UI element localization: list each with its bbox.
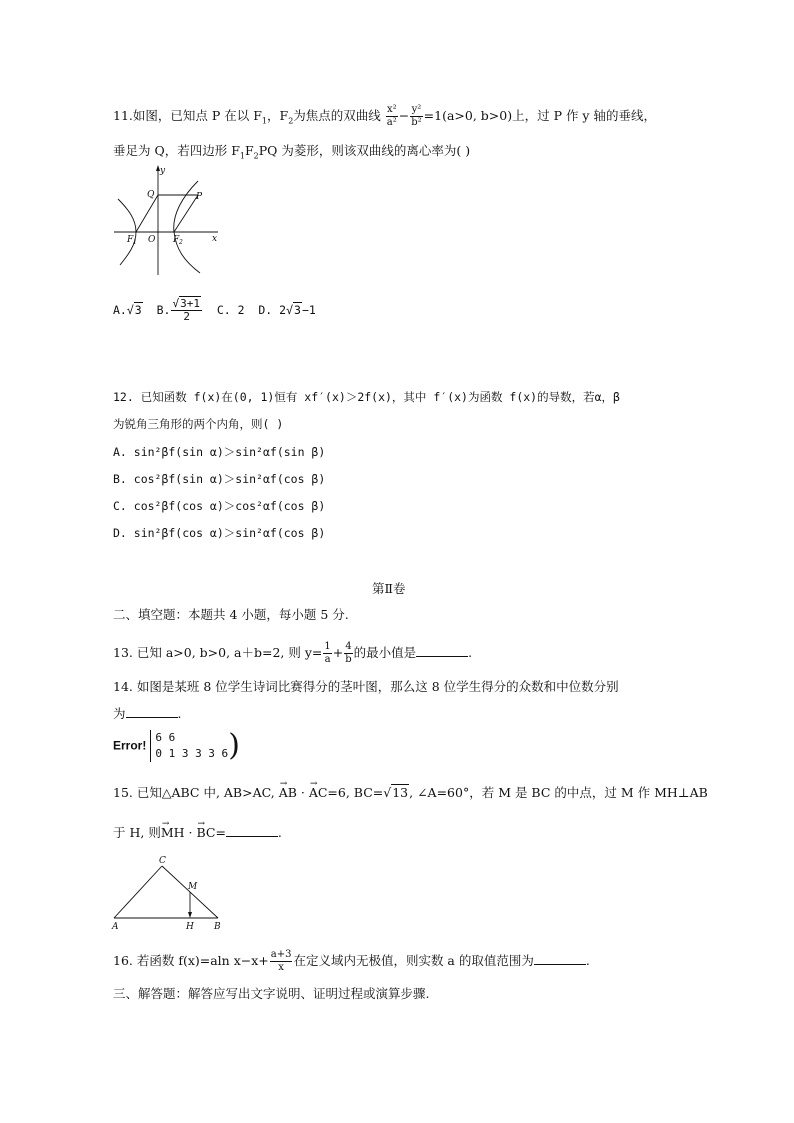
- answer-section-heading: 三、解答题：解答应写出文字说明、证明过程或演算步骤.: [113, 986, 430, 1001]
- q11-frac-x: $\frac{\text{x²}}{\text{a²}}$: [386, 104, 397, 128]
- q15-line2: 于 H, 则→ MH · → BC= .: [113, 825, 282, 841]
- q11-options: A.√3 B. $\frac{√3+1}{2}$ C. 2 D. 2√3−1: [113, 297, 316, 323]
- label-F2: F: [173, 235, 180, 245]
- q15-triangle-figure: [110, 853, 230, 933]
- q14-line1: 14. 如图是某班 8 位学生诗词比赛得分的茎叶图，那么这 8 位学生得分的众数和中位数分别: [113, 679, 619, 694]
- q11-line1: 11.如图，已知点 P 在以 $F_1$，$F_2$为焦点的双曲线 $\frac{\text{x²}}{\text{a²}}$ − $\frac{\text{y²}}{\text{b²}}$ =1(a>0, b>0)上，过 P 作 y 轴的垂线，: [113, 104, 656, 128]
- segment-F1Q: [136, 195, 158, 232]
- q12-option-a: A. sin²βf(sin α)＞sin²αf(sin β): [113, 445, 326, 459]
- q15-line1: 15. 已知△ABC 中, AB>AC, → AB · → AC=6, BC=√13, ∠A=60°，若 M 是 BC 的中点，过 M 作 MH⊥AB: [113, 785, 708, 801]
- label-Q: Q: [147, 190, 155, 200]
- label-P: P: [196, 192, 203, 202]
- q16: 16. 若函数 f(x)=aln x−x+ $\frac{a+3}{x}$ 在定义域内无极值，则实数 a 的取值范围为 .: [113, 949, 590, 973]
- q12-line1: 12. 已知函数 f(x)在(0, 1)恒有 xf′(x)＞2f(x)，其中 f′(x)为函数 f(x)的导数，若α，β: [113, 390, 620, 404]
- q16-blank: [534, 953, 586, 965]
- label-B: B: [214, 922, 221, 932]
- q14-line2: 为 .: [113, 706, 182, 721]
- label-F1: F: [127, 235, 134, 245]
- q13-blank: [416, 645, 468, 657]
- q14-blank: [126, 706, 178, 718]
- q11-hyperbola-figure: [112, 163, 224, 278]
- svg-text:1: 1: [133, 239, 137, 246]
- q13: 13. 已知 a>0, b>0, a＋b=2, 则 y= $\frac{1}{a}$ + $\frac{4}{b}$ 的最小值是 .: [113, 641, 473, 665]
- label-A: A: [112, 922, 119, 932]
- label-y: y: [160, 166, 166, 176]
- q14-stem-leaf: Error! 6 6 0 1 3 3 3 6 ): [113, 728, 240, 763]
- label-O: O: [148, 235, 156, 245]
- stem-leaf-rows: 6 6 0 1 3 3 3 6: [150, 730, 228, 762]
- label-C: C: [159, 856, 166, 866]
- segment-F2P: [174, 195, 198, 232]
- q12-option-c: C. cos²βf(cos α)＞cos²αf(cos β): [113, 499, 326, 513]
- segment-AC: [114, 866, 162, 918]
- q12-option-b: B. cos²βf(sin α)＞sin²αf(cos β): [113, 472, 326, 486]
- label-x: x: [212, 234, 218, 244]
- q12-option-d: D. sin²βf(cos α)＞sin²αf(cos β): [113, 526, 326, 540]
- q11-line2: 垂足为 Q，若四边形 $F_1F_2PQ$ 为菱形，则该双曲线的离心率为( ): [113, 143, 471, 161]
- label-H: H: [186, 922, 194, 932]
- error-field: Error!: [113, 738, 147, 753]
- volume-title: 第Ⅱ卷: [372, 581, 406, 596]
- q15-blank: [226, 825, 278, 837]
- arrow-H: [188, 912, 192, 918]
- q11-frac-y: $\frac{\text{y²}}{\text{b²}}$: [411, 104, 422, 128]
- q12-line2: 为锐角三角形的两个内角，则( ): [113, 417, 284, 431]
- svg-text:2: 2: [179, 239, 183, 246]
- label-M: M: [188, 882, 198, 892]
- fill-section-heading: 二、填空题：本题共 4 小题，每小题 5 分.: [113, 607, 349, 622]
